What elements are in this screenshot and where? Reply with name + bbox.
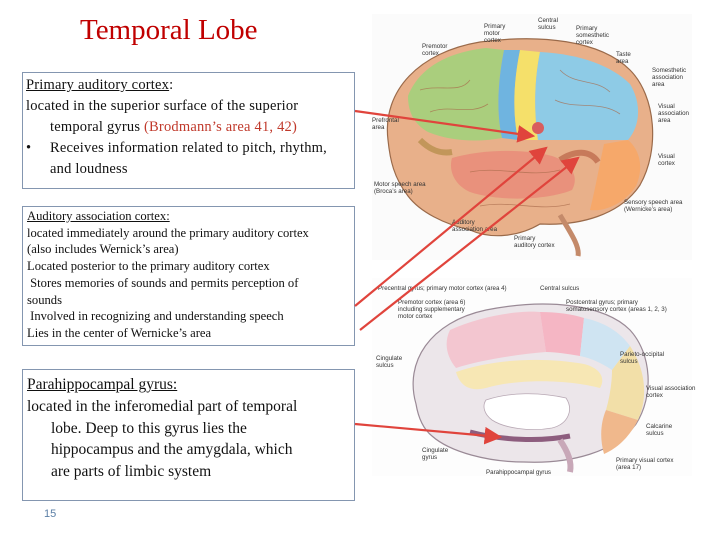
label-cingulate-sulcus: Cingulate [376,355,403,362]
label-auditory-assoc: Auditory [452,219,475,226]
label-primary-auditory-2: auditory cortex [514,242,555,249]
box1-line1: located in the superior surface of the superior [26,98,299,114]
label-premotor-medial-3: motor cortex [398,313,433,320]
label-visual-assoc-medial-2: cortex [646,392,663,399]
label-primary-motor: Primary [484,23,506,30]
box2-line: (also includes Wernick’s area) [27,242,179,257]
box1-line2-text: temporal gyrus [50,119,145,135]
box3-line2: lobe. Deep to this gyrus lies the [51,419,247,437]
box2-line: located immediately around the primary auditory cortex [27,225,309,240]
label-somesthetic-assoc-2: association [652,74,683,81]
box3-line3: hippocampus and the amygdala, which [51,441,293,459]
label-primary-visual-2: (area 17) [616,464,642,471]
box1-heading-colon: : [169,77,174,93]
box2-line: sounds [27,292,62,307]
label-calcarine-2: sulcus [646,430,664,437]
label-primary-somesthetic-2: somesthetic [576,32,610,39]
label-taste: Taste [616,51,631,58]
label-parieto-occipital: Parieto-occipital [620,351,665,358]
label-calcarine: Calcarine [646,423,673,430]
box2-line: Stores memories of sounds and permits perception of [27,275,299,290]
label-primary-visual: Primary visual cortex [616,457,674,464]
label-precentral: Precentral gyrus; primary motor cortex (area 4) [378,285,507,292]
box3-heading: Parahippocampal gyrus: [27,376,178,393]
label-central-sulcus: Central [538,17,558,24]
label-somesthetic-assoc-3: area [652,81,665,88]
bullet-glyph: • [26,140,32,156]
label-postcentral: Postcentral gyrus; primary [566,299,638,306]
label-central-sulcus-medial: Central sulcus [540,285,580,292]
label-central-sulcus-2: sulcus [538,24,556,31]
label-primary-motor-3: cortex [484,37,501,44]
slide-title: Temporal Lobe [80,14,258,46]
label-sensory-speech: Sensory speech area [624,199,683,206]
page-number: 15 [44,508,57,520]
label-prefrontal: Prefrontal [372,117,399,124]
motor-medial-region [540,312,584,356]
label-cingulate-gyrus-2: gyrus [422,454,438,461]
label-motor-speech-2: (Broca’s area) [374,188,413,195]
label-visual-assoc-2: association [658,110,689,117]
label-taste-2: area [616,58,629,65]
box1-heading: Primary auditory cortex [26,77,170,93]
label-parahippocampal: Parahippocampal gyrus [486,469,552,476]
label-somesthetic-assoc: Somesthetic [652,67,687,74]
box3-line1: located in the inferomedial part of temporal [27,397,298,415]
label-visual-cortex: Visual [658,153,675,160]
label-primary-somesthetic: Primary [576,25,598,32]
label-primary-somesthetic-3: cortex [576,39,593,46]
box1-bullet-line2: and loudness [50,161,128,177]
label-cingulate-gyrus: Cingulate [422,447,449,454]
box1-bullet-line1: Receives information related to pitch, rhythm, [50,140,327,156]
label-visual-assoc-3: area [658,117,671,124]
brodmann-area-text: (Brodmann’s area 41, 42) [144,119,297,135]
box2-line: Located posterior to the primary auditory cortex [27,259,270,274]
label-primary-motor-2: motor [484,30,500,37]
label-visual-assoc-medial: Visual association [646,385,696,392]
label-visual-cortex-2: cortex [658,160,675,167]
label-parieto-occipital-2: sulcus [620,358,638,365]
label-auditory-assoc-2: association area [452,226,498,233]
label-prefrontal-2: area [372,124,385,131]
label-premotor: Premotor [422,43,448,50]
primary-auditory-spot [532,122,544,134]
box2-line: Lies in the center of Wernicke’s area [27,325,212,340]
box3-line4: are parts of limbic system [51,463,212,481]
medial-brain-illustration [372,278,696,476]
label-postcentral-2: somatosensory cortex (areas 1, 2, 3) [566,306,667,313]
label-cingulate-sulcus-2: sulcus [376,362,394,369]
label-motor-speech: Motor speech area [374,181,426,188]
box2-heading: Auditory association cortex: [27,209,170,223]
label-premotor-medial: Premotor cortex (area 6) [398,299,466,306]
lateral-brain-illustration [372,14,692,260]
box2-line: Involved in recognizing and understanding speech [27,309,284,324]
label-visual-assoc: Visual [658,103,675,110]
label-sensory-speech-2: (Wernicke’s area) [624,206,673,213]
label-premotor-2: cortex [422,50,439,57]
label-primary-auditory: Primary [514,235,536,242]
label-premotor-medial-2: including supplementary [398,306,465,313]
